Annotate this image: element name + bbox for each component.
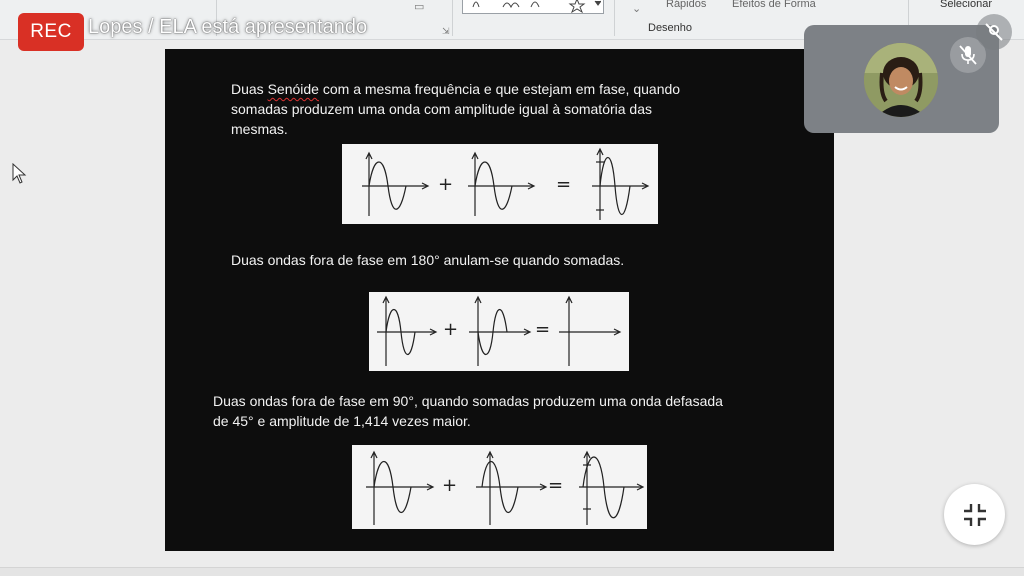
equals-sign: =	[548, 475, 564, 496]
pin-button[interactable]	[976, 14, 1012, 50]
figure-in-phase-graphic	[342, 144, 658, 224]
figure-90-sum	[352, 445, 647, 529]
paragraph1-line3: mesmas.	[231, 121, 288, 137]
plus-sign: +	[438, 174, 454, 195]
pin-icon	[976, 14, 1012, 50]
select-label[interactable]: Selecionar	[940, 0, 992, 10]
ribbon-separator	[452, 0, 453, 36]
paragraph3-line2: de 45° e amplitude de 1,414 vezes maior.	[213, 413, 471, 429]
slide-paragraph-180: Duas ondas fora de fase em 180° anulam-se quando somadas.	[231, 252, 625, 268]
participant-camera-tile[interactable]	[804, 25, 999, 133]
equals-sign: =	[535, 319, 551, 340]
drawing-group-label: Desenho	[648, 22, 693, 34]
paragraph1-pre: Duas	[231, 81, 268, 97]
spellcheck-word: Senóide	[267, 81, 319, 97]
slide-paragraph-in-phase	[231, 79, 791, 139]
figure-90-graphic	[352, 445, 647, 529]
recording-badge: REC	[18, 13, 84, 51]
exit-fullscreen-button[interactable]	[944, 484, 1005, 545]
participant-avatar	[864, 43, 938, 117]
plus-sign: +	[443, 319, 459, 340]
dropdown-chevron-icon: ⌄	[632, 3, 642, 15]
participant-photo	[864, 43, 938, 117]
paragraph1-line1: com a mesma frequência e que estejam em fase, quando	[318, 81, 681, 97]
shapes-gallery-icon	[467, 0, 601, 13]
mic-off-icon	[958, 44, 978, 66]
exit-fullscreen-icon	[962, 502, 988, 528]
shape-effects-label[interactable]: Efeitos de Forma	[732, 0, 816, 10]
arrange-icon: ▭	[414, 1, 425, 13]
figure-180-cancel	[369, 292, 629, 371]
presentation-slide	[165, 49, 834, 551]
dialog-launcher-icon: ⇲	[442, 26, 450, 36]
paragraph3-line1: Duas ondas fora de fase em 90°, quando somadas produzem uma onda defasada	[213, 393, 723, 409]
mouse-pointer-icon	[12, 163, 28, 185]
bottom-edge	[0, 567, 1024, 576]
quick-styles-label[interactable]: Rápidos	[666, 0, 707, 10]
plus-sign: +	[442, 475, 458, 496]
equals-sign: =	[556, 174, 572, 195]
presenter-status: Lopes / ELA está apresentando	[88, 16, 368, 38]
slide-paragraph-90	[213, 391, 813, 431]
shapes-gallery[interactable]	[462, 0, 604, 14]
figure-in-phase-sum	[342, 144, 658, 224]
figure-180-graphic	[369, 292, 629, 371]
ribbon-separator	[614, 0, 615, 36]
paragraph1-line2: somadas produzem uma onda com amplitude igual à somatória das	[231, 101, 653, 117]
